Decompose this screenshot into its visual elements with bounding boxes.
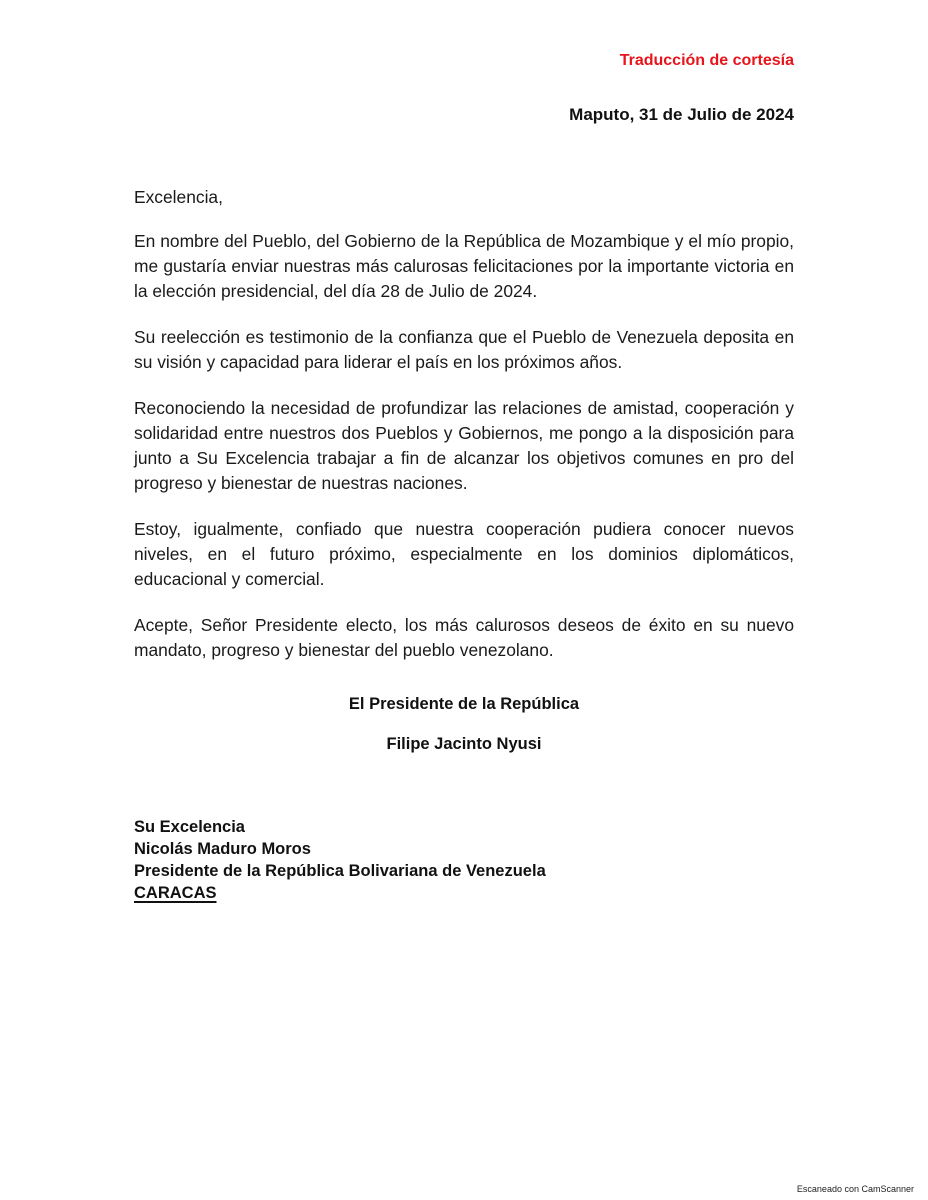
- addressee-block: [134, 816, 546, 904]
- paragraph-congratulations: En nombre del Pueblo, del Gobierno de la República de Mozambique y el mío propio, me gustaría enviar nuestras más calurosas felicitaciones por la importante victoria en la elección presidencial, del día 28 de Julio de 2024.: [134, 231, 794, 301]
- scanner-watermark: Escaneado con CamScanner: [796, 1184, 914, 1194]
- addressee-city: CARACAS: [134, 884, 217, 902]
- paragraph-cooperation: Reconociendo la necesidad de profundizar las relaciones de amistad, cooperación y solidaridad entre nuestros dos Pueblos y Gobiernos, me pongo a la disposición para junto a Su Excelencia trabajar a fin de alcanzar los objetivos comunes en pro del progreso y bienestar de nuestras naciones.: [134, 398, 794, 493]
- signatory-name: Filipe Jacinto Nyusi: [386, 735, 542, 753]
- paragraph-reelection: Su reelección es testimonio de la confianza que el Pueblo de Venezuela deposita en su visión y capacidad para liderar el país en los próximos años.: [134, 327, 794, 372]
- paragraph-closing: Acepte, Señor Presidente electo, los más calurosos deseos de éxito en su nuevo mandato, progreso y bienestar del pueblo venezolano.: [134, 615, 794, 660]
- addressee-honorific: Su Excelencia: [134, 818, 245, 836]
- letter-body: [134, 185, 794, 684]
- addressee-position: Presidente de la República Bolivariana de Venezuela: [134, 862, 546, 880]
- salutation: Excelencia,: [134, 187, 223, 207]
- addressee-name: Nicolás Maduro Moros: [134, 840, 311, 858]
- place-and-date: Maputo, 31 de Julio de 2024: [569, 105, 794, 124]
- signatory-title: El Presidente de la República: [348, 695, 580, 713]
- courtesy-translation-label: Traducción de cortesía: [619, 52, 794, 69]
- signature-block: [134, 693, 794, 755]
- paragraph-future: Estoy, igualmente, confiado que nuestra cooperación pudiera conocer nuevos niveles, en el futuro próximo, especialmente en los dominios diplomáticos, educacional y comercial.: [134, 519, 794, 589]
